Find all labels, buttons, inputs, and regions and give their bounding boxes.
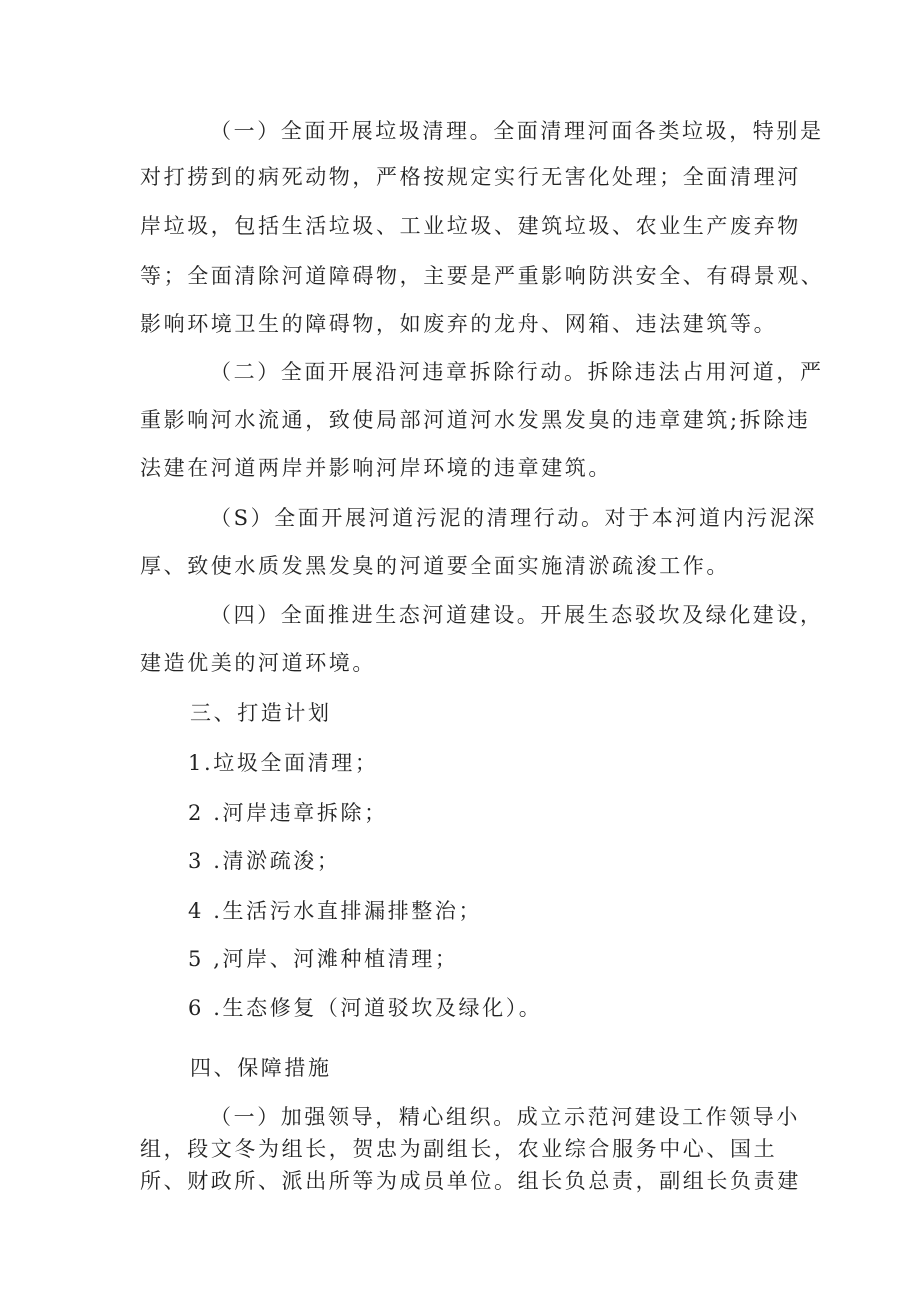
list-item: 2 .河岸违章拆除； [188,801,388,825]
list-item: 5 ,河岸、河滩种植清理； [188,947,459,971]
text-line: 法建在河道两岸并影响河岸环境的违章建筑。 [140,456,612,480]
list-item: 3 .清淤疏浚； [188,849,341,873]
list-item: 1.垃圾全面清理； [188,751,379,775]
text-line: （四）全面推进生态河道建设。开展生态驳坎及绿化建设， [210,603,824,627]
text-line: （S）全面开展河道污泥的清理行动。对于本河道内污泥深 [210,506,817,530]
text-line: 建造优美的河道环境。 [140,651,376,675]
text-line: 岸垃圾，包括生活垃圾、工业垃圾、建筑垃圾、农业生产废弃物 [140,214,801,238]
section-heading-safeguards: 四、保障措施 [190,1056,332,1080]
text-line: 所、财政所、派出所等为成员单位。组长负总责，副组长负责建 [140,1169,801,1193]
text-line: 影响环境卫生的障碍物，如废弃的龙舟、网箱、违法建筑等。 [140,312,778,336]
text-line: 对打捞到的病死动物，严格按规定实行无害化处理；全面清理河 [140,165,801,189]
text-line: 重影响河水流通，致使局部河道河水发黑发臭的违章建筑;拆除违 [140,408,811,432]
section-heading-plan: 三、打造计划 [190,701,332,725]
list-item: 6 .生态修复（河道驳坎及绿化）。 [188,996,543,1020]
text-line: （一）加强领导，精心组织。成立示范河建设工作领导小 [210,1105,800,1129]
text-line: （一）全面开展垃圾清理。全面清理河面各类垃圾，特别是 [210,119,824,143]
list-item: 4 .生活污水直排漏排整治； [188,899,483,923]
text-line: 厚、致使水质发黑发臭的河道要全面实施清淤疏浚工作。 [140,554,730,578]
text-line: 等；全面清除河道障碍物，主要是严重影响防洪安全、有碍景观、 [140,264,825,288]
text-line: （二）全面开展沿河违章拆除行动。拆除违法占用河道，严 [210,360,824,384]
text-line: 组，段文冬为组长，贺忠为副组长，农业综合服务中心、国土 [140,1137,778,1161]
